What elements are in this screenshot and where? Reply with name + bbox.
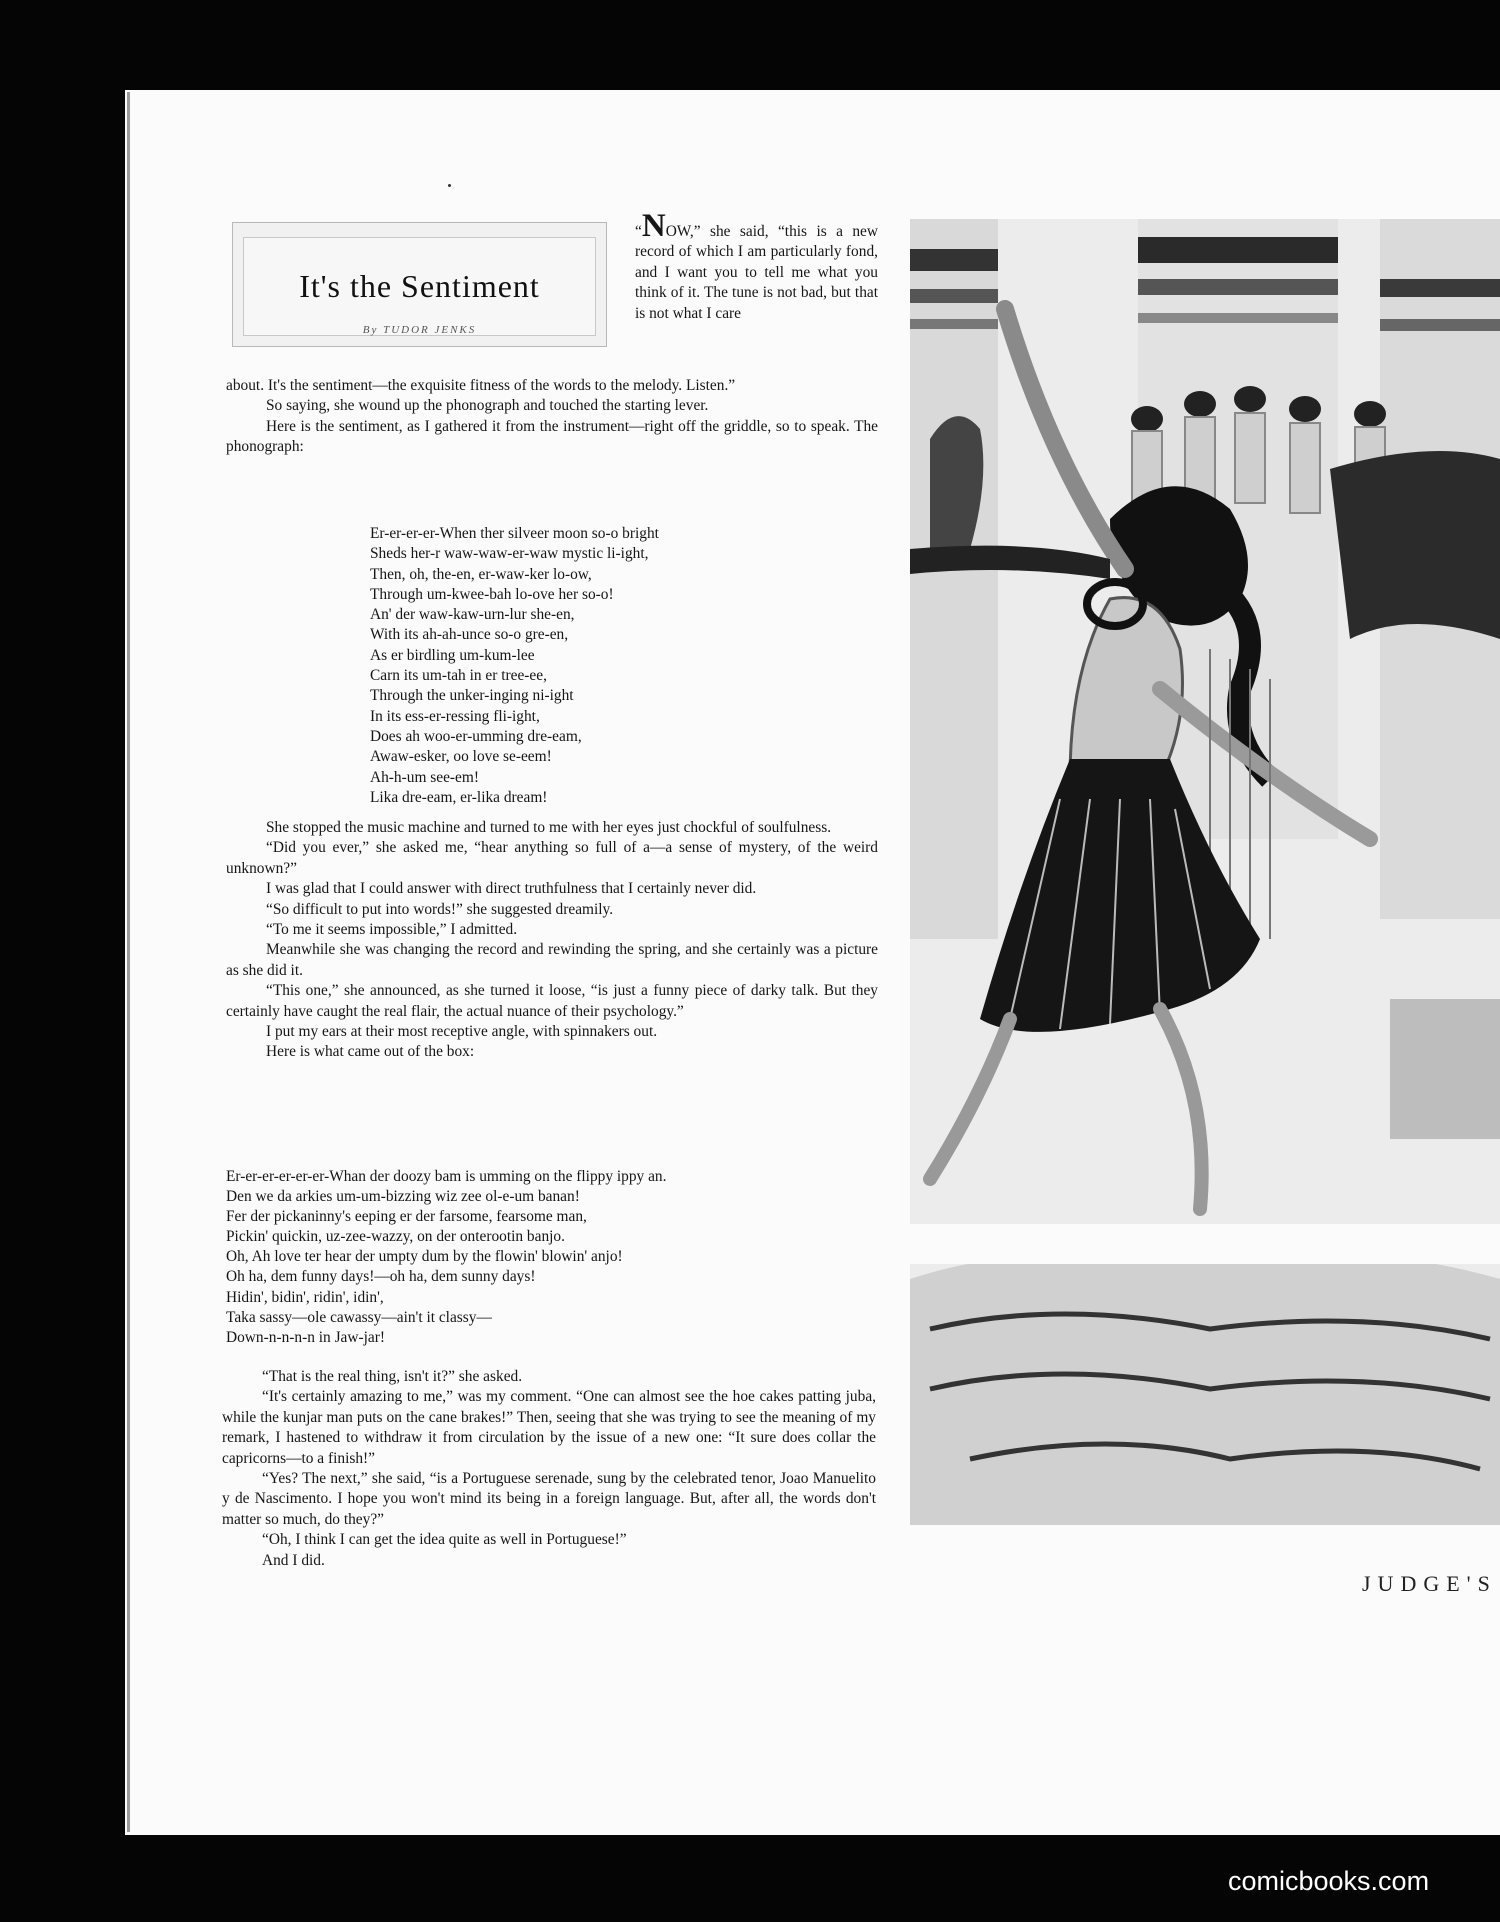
verse-2 — [226, 1167, 878, 1348]
paragraph: I was glad that I could answer with direct truthfulness that I certainly never did. — [266, 880, 757, 898]
verse-line: Sheds her-r waw-waw-er-waw mystic li-ight, — [370, 545, 649, 563]
title-box — [232, 222, 607, 347]
body-section-1 — [226, 376, 878, 458]
paragraph: Here is the sentiment, as I gathered it from the instrument—right off the griddle, so to speak. The phonograph: — [226, 417, 878, 456]
verse-line: Awaw-esker, oo love se-eem! — [370, 748, 552, 766]
paragraph: I put my ears at their most receptive angle, with spinnakers out. — [266, 1023, 658, 1041]
verse-line: Taka sassy—ole cawassy—ain't it classy— — [226, 1308, 492, 1326]
article-title: It's the Sentiment — [299, 268, 540, 304]
verse-line: Fer der pickaninny's eeping er der farsome, fearsome man, — [226, 1208, 587, 1226]
verse-line: Oh ha, dem funny days!—oh ha, dem sunny days! — [226, 1268, 536, 1286]
verse-1 — [370, 524, 810, 808]
paragraph: Here is what came out of the box: — [266, 1043, 475, 1061]
verse-line: Then, oh, the-en, er-waw-ker lo-ow, — [370, 565, 592, 583]
verse-line: An' der waw-kaw-urn-lur she-en, — [370, 606, 575, 624]
paragraph: “That is the real thing, isn't it?” she asked. — [262, 1368, 523, 1385]
paragraph: So saying, she wound up the phonograph and touched the starting lever. — [266, 397, 709, 415]
verse-line: As er birdling um-kum-lee — [370, 646, 535, 664]
verse-line: Er-er-er-er-er-er-Whan der doozy bam is umming on the flippy ippy an. — [226, 1168, 667, 1185]
verse-line: Er-er-er-er-When ther silveer moon so-o bright — [370, 525, 659, 542]
title-frame — [243, 237, 596, 336]
paragraph: “So difficult to put into words!” she suggested dreamily. — [266, 900, 614, 918]
verse-line: Hidin', bidin', ridin', idin', — [226, 1288, 384, 1306]
paragraph: Meanwhile she was changing the record and rewinding the spring, and she certainly was a picture as she did it. — [226, 941, 878, 979]
verse-line: Does ah woo-er-umming dre-eam, — [370, 727, 582, 745]
verse-line: Den we da arkies um-um-bizzing wiz zee ol-e-um banan! — [226, 1188, 580, 1206]
paragraph: She stopped the music machine and turned to me with her eyes just chockful of soulfulness. — [266, 819, 832, 836]
intro-open-quote: “ — [635, 223, 642, 240]
page-edge — [127, 92, 130, 1832]
paragraph: “Oh, I think I can get the idea quite as well in Portuguese!” — [262, 1531, 627, 1549]
verse-line: With its ah-ah-unce so-o gre-en, — [370, 626, 569, 644]
illustration-drawing — [910, 219, 1500, 1525]
verse-line: In its ess-er-ressing fli-ight, — [370, 707, 540, 725]
paragraph: “This one,” she announced, as she turned it loose, “is just a funny piece of darky talk. But they certainly have caught the real flair, the actual nuance of their psychology.” — [226, 982, 878, 1020]
verse-line: Down-n-n-n-n in Jaw-jar! — [226, 1328, 385, 1346]
article-byline: By TUDOR JENKS — [362, 324, 477, 336]
drop-cap: N — [641, 208, 666, 244]
verse-line: Through the unker-inging ni-ight — [370, 687, 574, 705]
illustration-caption: JUDGE'S — [1362, 1571, 1497, 1596]
verse-line: Pickin' quickin, uz-zee-wazzy, on der onterootin banjo. — [226, 1228, 565, 1246]
verse-line: Oh, Ah love ter hear der umpty dum by the flowin' blowin' anjo! — [226, 1248, 623, 1266]
body-section-2 — [226, 818, 878, 1063]
intro-paragraph — [635, 208, 878, 324]
paragraph: “Yes? The next,” she said, “is a Portuguese serenade, sung by the celebrated tenor, Joao Manuelito y de Nascimento. I hope you won't mind its being in a foreign language. But, after all, the words don't matter so much, do they?” — [222, 1470, 876, 1528]
intro-text: OW,” she said, “this is a new record of which I am particularly fond, and I want you to tell me what you think of it. The tune is not bad, but that is not what I care — [635, 223, 878, 322]
verse-line: Carn its um-tah in er tree-ee, — [370, 667, 547, 685]
paragraph: “Did you ever,” she asked me, “hear anything so full of a—a sense of mystery, of the weird unknown?” — [226, 839, 878, 877]
body-section-3 — [222, 1367, 876, 1571]
paragraph: “It's certainly amazing to me,” was my comment. “One can almost see the hoe cakes patting juba, while the kunjar man puts on the cane brakes!” Then, seeing that she was trying to see the meaning of my remark, I hastened to withdraw it from circulation by the issue of a new one: “It sure does collar the capricorns—to a finish!” — [222, 1388, 876, 1467]
verse-line: Through um-kwee-bah lo-ove her so-o! — [370, 585, 614, 603]
paragraph: “To me it seems impossible,” I admitted. — [266, 921, 518, 939]
verse-line: Ah-h-um see-em! — [370, 768, 479, 786]
paragraph: about. It's the sentiment—the exquisite fitness of the words to the melody. Listen.” — [226, 377, 736, 394]
dancer-illustration — [910, 219, 1500, 1525]
paragraph: And I did. — [262, 1551, 325, 1569]
print-speck — [448, 184, 451, 187]
site-watermark: comicbooks.com — [1228, 1866, 1430, 1896]
verse-line: Lika dre-eam, er-lika dream! — [370, 788, 548, 806]
